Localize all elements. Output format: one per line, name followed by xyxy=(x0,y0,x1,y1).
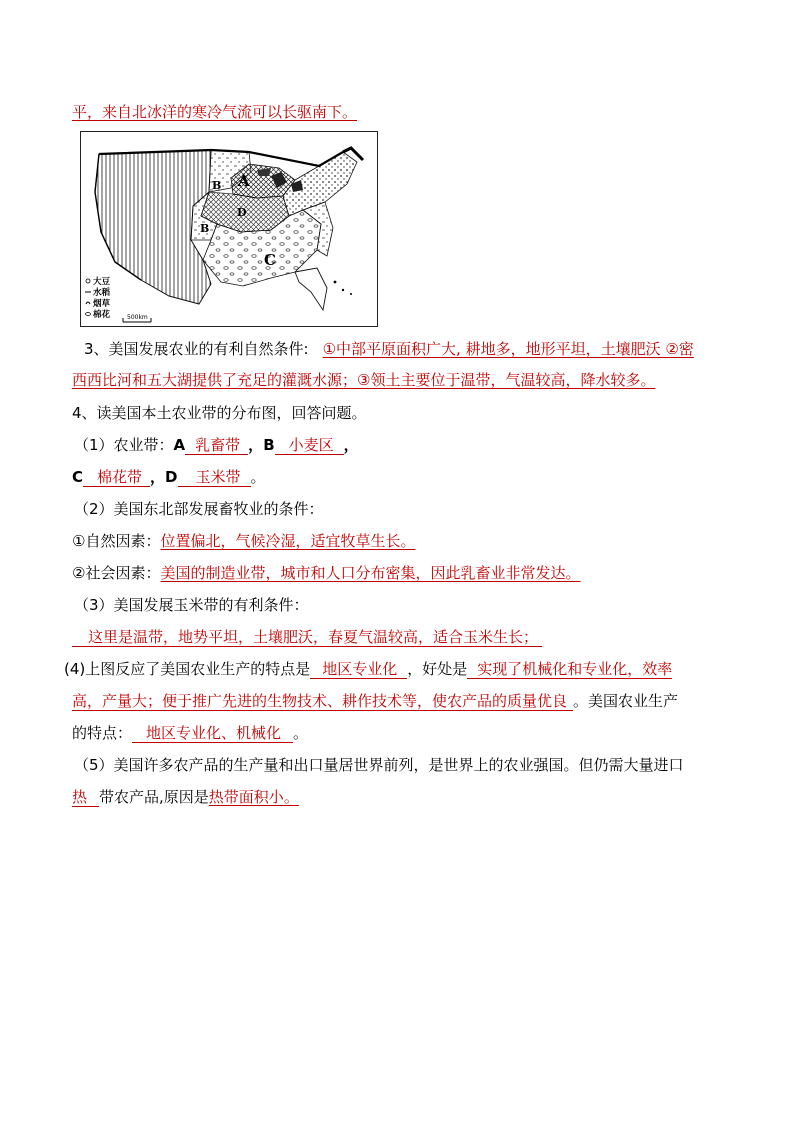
q4-sub4-feature-answer: 地区专业化 xyxy=(310,660,407,679)
legend-cotton: 棉花 xyxy=(93,310,111,320)
q4-sub4-prefix: (4)上图反应了美国农业生产的特点是 xyxy=(64,660,311,678)
q4-sub1-sep1: ， xyxy=(248,436,264,454)
q4-sub1-line-1 xyxy=(74,435,359,455)
map-label-b-north: B xyxy=(212,179,222,192)
q4-sub2-social-answer: 美国的制造业带，城市和人口分布密集，因此乳畜业非常发达。 xyxy=(160,564,581,582)
q4-sub2-social xyxy=(72,563,580,583)
q4-sub1-sep2: ， xyxy=(343,436,359,454)
q3-answer-2: 西西比河和五大湖提供了充足的灌溉水源；③领土主要位于温带，气温较高，降水较多。 xyxy=(72,371,656,389)
q4-sub1-c-label: C xyxy=(72,468,84,486)
q4-sub1-prefix: （1）农业带： xyxy=(74,436,174,454)
map-scale-bar xyxy=(123,314,151,322)
q4-sub5-line-1: （5）美国许多农产品的生产量和出口量居世界前列，是世界上的农业强国。但仍需大量进口 xyxy=(74,756,684,774)
q4-sub5-reason-answer: 热带面积小 xyxy=(208,788,284,806)
q4-sub4-line3-end: 。 xyxy=(293,724,309,742)
q4-sub4-benefit-answer-1: 实现了机械化和专业化，效率 xyxy=(467,660,672,679)
q4-sub4-line3-prefix: 的特点： xyxy=(72,724,133,742)
q4-sub4-line3-answer: 地区专业化、机械化 xyxy=(132,724,293,743)
legend-soybean: 大豆 xyxy=(93,277,111,287)
q4-sub4-line-3 xyxy=(72,723,308,743)
q4-sub5-blank-answer: 热 xyxy=(72,788,99,807)
q4-sub1-line-2 xyxy=(72,467,266,487)
q4-sub4-benefit-answer-2: 高，产量大；便于推广先进的生物技术、耕作技术等，使农产品的质量优良 xyxy=(72,692,573,711)
q4-sub2-natural-answer: 位置偏北，气候冷湿，适宜牧草生长。 xyxy=(160,532,416,550)
q4-sub1-a-answer: 乳畜带 xyxy=(185,436,248,455)
map-label-a: A xyxy=(238,172,250,190)
us-agriculture-map xyxy=(80,131,378,327)
continuation-answer-line: 平，来自北冰洋的寒冷气流可以长驱南下。 xyxy=(72,103,358,121)
q4-sub1-b-answer: 小麦区 xyxy=(275,436,344,455)
q3-answer-1: ①中部平原面积广大, 耕地多，地形平坦，土壤肥沃 ②密 xyxy=(322,340,694,358)
q4-sub2-title: （2）美国东北部发展畜牧业的条件： xyxy=(74,500,324,518)
q4-sub3-answer: 这里是温带，地势平坦，土壤肥沃，春夏气温较高，适合玉米生长； xyxy=(72,628,542,647)
q4-sub1-a-label: A xyxy=(173,436,186,454)
map-legend xyxy=(83,272,119,324)
q4-sub1-b-label: B xyxy=(263,436,275,454)
q4-sub1-sep3: ， xyxy=(150,468,166,486)
q4-sub3-title: （3）美国发展玉米带的有利条件： xyxy=(74,596,309,614)
q4-sub5-end: 。 xyxy=(283,788,299,806)
legend-rice: 水稻 xyxy=(93,288,111,298)
q4-sub2-social-label: ②社会因素： xyxy=(72,564,161,582)
q3-line-1 xyxy=(84,339,694,359)
q4-sub1-c-answer: 棉花带 xyxy=(83,468,150,487)
q4-sub4-tail: 。美国农业生产 xyxy=(573,692,679,710)
q4-sub5-line-2 xyxy=(72,787,299,807)
map-label-b-south: B xyxy=(200,222,210,235)
map-label-d: D xyxy=(237,206,247,219)
q4-sub1-d-answer: 玉米带 xyxy=(178,468,251,487)
map-label-c: C xyxy=(264,251,276,269)
q4-sub4-benefit-prefix: ，好处是 xyxy=(407,660,468,678)
map-scale-label: 500km xyxy=(127,314,148,321)
q4-sub3-answer-line xyxy=(72,627,542,647)
q3-prefix: 3、美国发展农业的有利自然条件: xyxy=(84,340,309,358)
q4-sub4-line-2 xyxy=(72,691,678,711)
q4-sub1-end: 。 xyxy=(250,468,266,486)
legend-tobacco: 烟草 xyxy=(93,299,111,309)
q4-sub2-natural xyxy=(72,531,415,551)
q4-title: 4、读美国本土农业带的分布图，回答问题。 xyxy=(72,404,367,422)
q4-sub1-d-label: D xyxy=(165,468,178,486)
q4-sub5-mid: 带农产品,原因是 xyxy=(99,788,209,806)
q4-sub4-line-1 xyxy=(64,659,672,679)
q4-sub2-natural-label: ①自然因素： xyxy=(72,532,161,550)
map-regions xyxy=(95,148,363,310)
